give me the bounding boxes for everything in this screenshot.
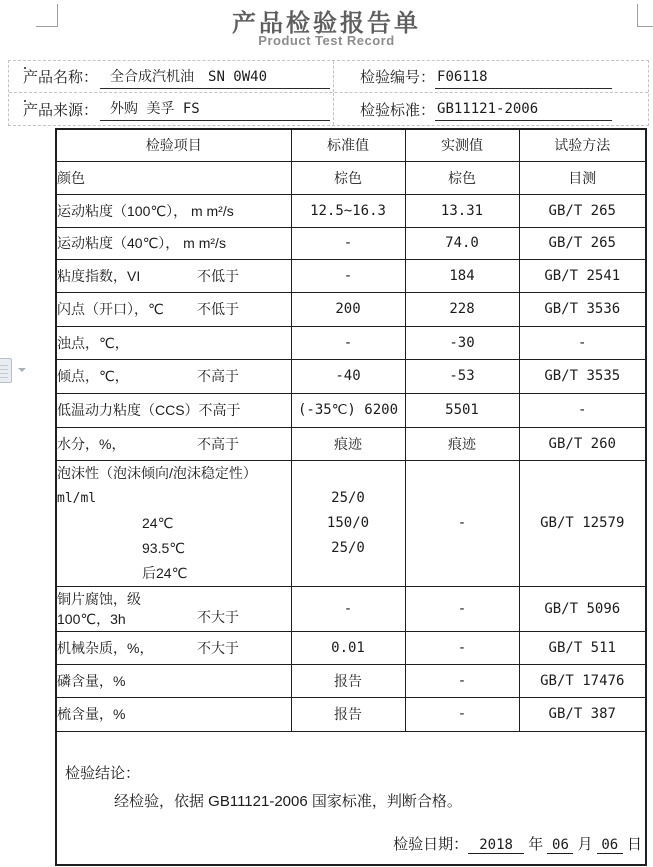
product-name-value: 全合成汽机油 SN 0W40: [100, 65, 330, 89]
standard-value: -40: [291, 359, 405, 393]
standard-value: 痕迹: [291, 427, 405, 460]
item-condition-2: 93.5℃: [142, 539, 185, 556]
item-qualifier: 不低于: [197, 301, 239, 317]
paste-options-icon[interactable]: [0, 356, 30, 388]
table-row-foaming: [56, 460, 646, 586]
standard-value: (-35℃) 6200: [291, 393, 405, 427]
item-label: 泡沫性（泡沫倾向/泡沫稳定性）: [57, 464, 257, 481]
standard-value: 报告: [291, 697, 405, 731]
standard-value: -: [291, 326, 405, 359]
item-label: 低温动力粘度（CCS）不高于: [57, 402, 241, 418]
date-month-unit: 月: [577, 836, 593, 853]
test-method: -: [519, 393, 646, 427]
standard-value-1: 25/0: [331, 489, 365, 506]
standard-value: -: [291, 259, 405, 292]
page-subtitle: Product Test Record: [258, 33, 395, 48]
field-row-2: [9, 93, 648, 125]
item-label: 运动粘度（40℃）， m m²/s: [57, 235, 226, 251]
col-header-standard: 标准值: [291, 129, 405, 161]
item-label: 铜片腐蚀，级: [57, 590, 141, 607]
standard-label: 检验标准：: [360, 101, 436, 119]
table-row: [56, 326, 646, 359]
measured-value: -: [405, 631, 519, 664]
measured-value: 13.31: [405, 194, 519, 227]
field-source: [9, 93, 334, 125]
test-method: GB/T 12579: [519, 460, 646, 586]
table-row: [56, 393, 646, 427]
table-row: [56, 259, 646, 292]
item-label: 运动粘度（100℃）， m m²/s: [57, 202, 234, 219]
measured-value: 棕色: [405, 161, 519, 194]
measured-value: -: [405, 697, 519, 731]
test-method: GB/T 260: [519, 427, 646, 460]
test-method: GB/T 265: [519, 227, 646, 259]
measured-value: 184: [405, 259, 519, 292]
standard-value: GB11121-2006: [435, 97, 612, 121]
test-method: GB/T 3535: [519, 359, 646, 393]
date-label: 检验日期：: [393, 836, 469, 853]
conclusion-row: [56, 731, 646, 865]
measured-value: -53: [405, 359, 519, 393]
standard-value: 0.01: [291, 631, 405, 664]
item-unit: ml/ml: [57, 490, 97, 506]
table-row: [56, 664, 646, 697]
clipboard-icon: [0, 358, 12, 383]
item-label: 粘度指数，VI: [57, 267, 141, 284]
item-condition-3: 后24℃: [142, 564, 188, 581]
table-row: [56, 292, 646, 326]
product-name-label: 产品名称：: [23, 69, 99, 86]
measured-value: -: [405, 460, 519, 586]
test-method: -: [519, 326, 646, 359]
date-day: 06: [597, 837, 623, 854]
date-year: 2018: [468, 837, 524, 854]
item-label: 水分，%，: [57, 435, 126, 452]
measured-value: 228: [405, 292, 519, 326]
col-header-method: 试验方法: [519, 129, 646, 161]
item-label: 机械杂质，%，: [57, 639, 154, 656]
conclusion-label: 检验结论：: [65, 764, 141, 782]
item-qualifier: 不高于: [197, 368, 239, 384]
item-condition-1: 24℃: [142, 514, 174, 531]
test-method: GB/T 5096: [519, 586, 646, 631]
chevron-down-icon: [18, 368, 26, 372]
test-method: GB/T 511: [519, 631, 646, 664]
col-header-item: 检验项目: [56, 129, 291, 161]
date-day-unit: 日: [626, 836, 642, 853]
table-row: [56, 359, 646, 393]
test-method: GB/T 265: [519, 194, 646, 227]
table-row: [56, 427, 646, 460]
measured-value: 痕迹: [405, 427, 519, 460]
report-no-value: F06118: [435, 65, 612, 89]
source-value: 外购 美孚 FS: [100, 97, 330, 121]
date-year-unit: 年: [528, 836, 544, 853]
test-method: 目测: [519, 161, 646, 194]
header-fields-box: [8, 60, 649, 126]
item-qualifier: 不高于: [197, 435, 239, 452]
measured-value: -: [405, 586, 519, 631]
test-method: GB/T 17476: [519, 664, 646, 697]
item-qualifier: 不大于: [197, 639, 239, 656]
item-qualifier: 不低于: [197, 267, 239, 284]
test-method: GB/T 3536: [519, 292, 646, 326]
item-condition: 100℃，3h: [57, 610, 126, 627]
item-label: 颜色: [57, 169, 85, 186]
page-title: 产品检验报告单: [232, 10, 421, 37]
table-row: [56, 161, 646, 194]
standard-value-2: 150/0: [326, 514, 370, 531]
item-label: 磷含量，%: [57, 672, 126, 689]
standard-value-3: 25/0: [331, 539, 365, 556]
field-row-1: [9, 61, 648, 93]
report-no-label: 检验编号：: [360, 69, 436, 86]
table-row: [56, 194, 646, 227]
conclusion-text: 经检验，依据 GB11121-2006 国家标准，判断合格。: [114, 792, 462, 810]
item-label: 梳含量，%: [57, 706, 126, 722]
standard-value: -: [291, 227, 405, 259]
test-method: GB/T 2541: [519, 259, 646, 292]
table-row-copper-corrosion: [56, 586, 646, 631]
measured-value: -30: [405, 326, 519, 359]
item-qualifier: 不大于: [197, 608, 239, 625]
table-row: [56, 227, 646, 259]
item-label: 闪点（开口），℃: [57, 301, 164, 317]
standard-value: 报告: [291, 664, 405, 697]
date-month: 06: [547, 837, 573, 854]
item-label: 倾点，℃，: [57, 368, 129, 384]
table-header-row: [56, 129, 646, 161]
measured-value: -: [405, 664, 519, 697]
inspection-date: [393, 833, 642, 854]
source-label: 产品来源：: [23, 101, 99, 119]
measured-value: 74.0: [405, 227, 519, 259]
col-header-measured: 实测值: [405, 129, 519, 161]
standard-value: -: [291, 586, 405, 631]
item-label: 浊点，℃，: [57, 334, 129, 351]
field-standard: [334, 93, 648, 125]
standard-value: 200: [291, 292, 405, 326]
field-product-name: [9, 61, 334, 92]
table-row: [56, 697, 646, 731]
standard-value: 棕色: [291, 161, 405, 194]
test-record-table: [55, 128, 647, 866]
test-method: GB/T 387: [519, 697, 646, 731]
standard-value: 12.5~16.3: [291, 194, 405, 227]
field-report-no: [334, 61, 648, 92]
table-row: [56, 631, 646, 664]
measured-value: 5501: [405, 393, 519, 427]
